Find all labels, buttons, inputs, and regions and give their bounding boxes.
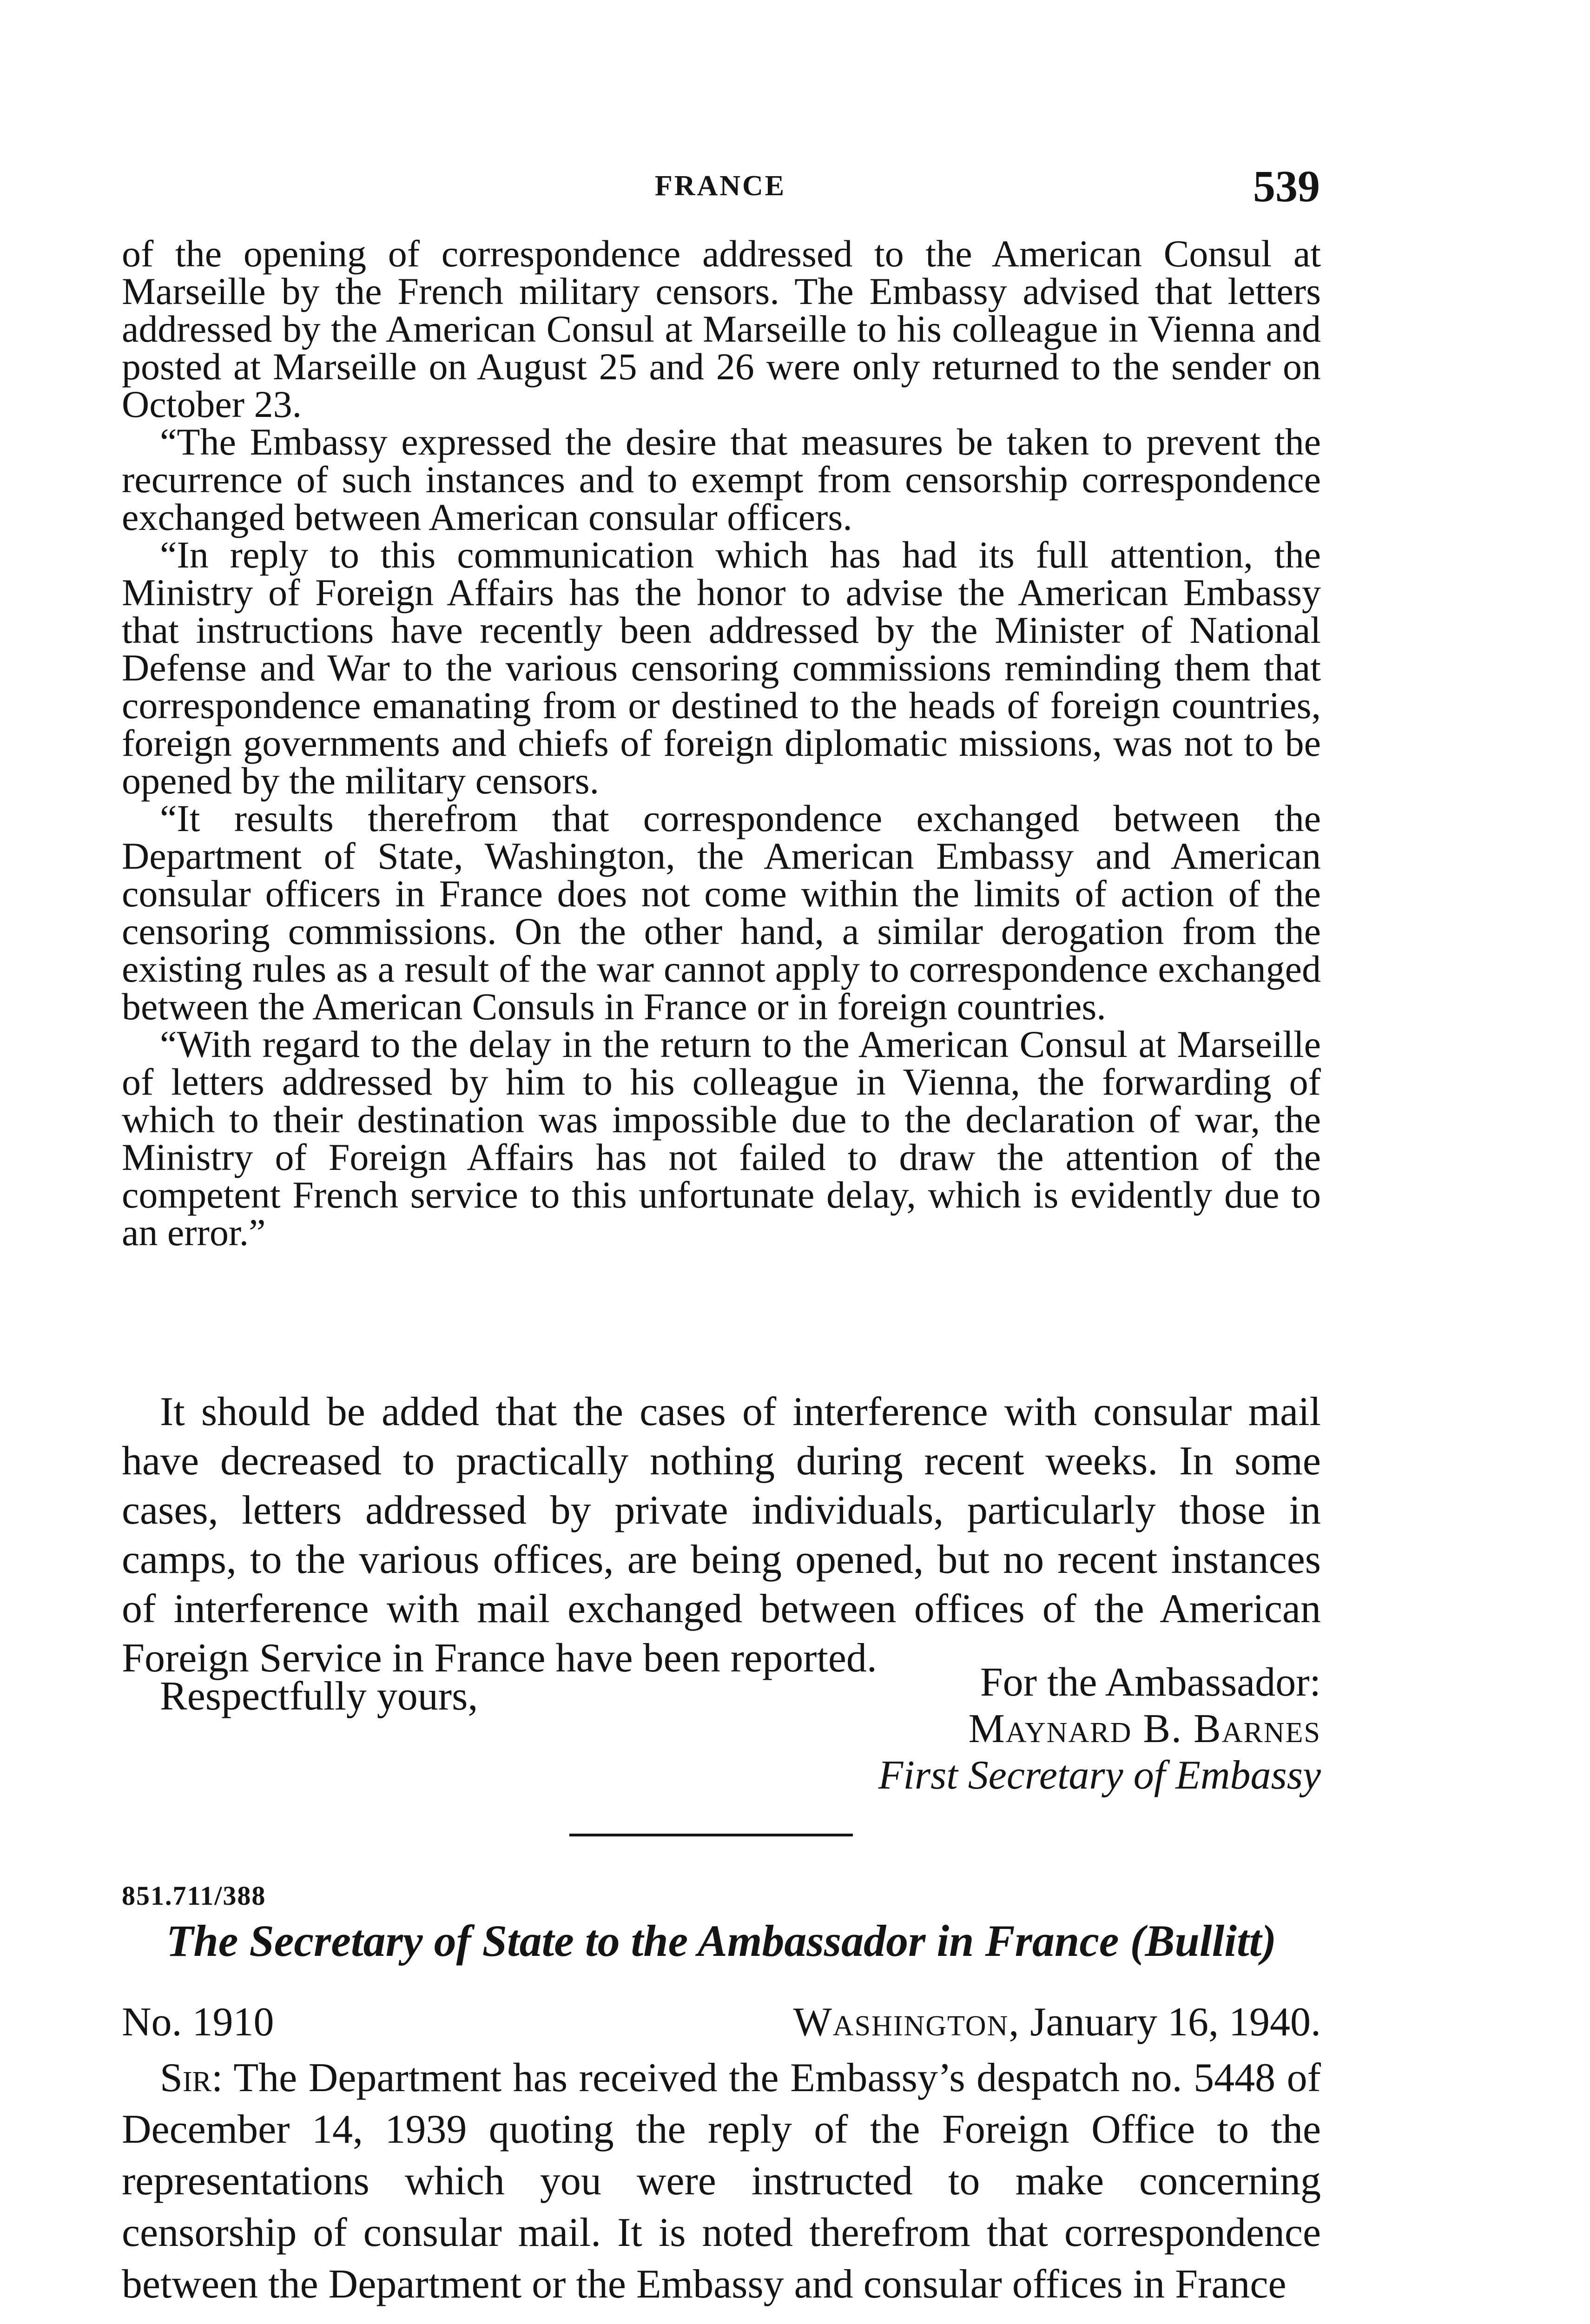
quoted-note <box>122 232 1321 1254</box>
running-title: FRANCE <box>654 170 786 202</box>
letter-paragraph <box>122 2052 1321 2310</box>
salutation: Sir: <box>160 2055 223 2100</box>
dateline-date: January 16, 1940. <box>1030 2000 1321 2045</box>
quoted-paragraph: “With regard to the delay in the return to the American Consul at Marseille of letters addressed by him to his colleague in Vienna, the forwarding of which to their destination was impossible due to the declaration of war, the Ministry of Foreign Affairs has not failed to draw the attention of the competent French service to this unfortunate delay, which is evidently due to an error.” <box>122 1023 1321 1254</box>
quoted-paragraph-continuation: of the opening of correspondence addressed to the American Consul at Marseille by the French military censors. The Embassy advised that letters addressed by the American Consul at Marseille to his colleague in Vienna and posted at Marseille on August 25 and 26 were only returned to the sender on October 23. <box>122 232 1321 425</box>
main-text <box>122 1387 1321 1683</box>
letter-text: The Department has received the Embassy’s despatch no. 5448 of December 14, 1939 quoting the reply of the Foreign Office to the representations which you were instructed to make concerning censorship of consular mail. It is noted therefrom that correspondence between the Department or the Embassy and consular offices in France <box>122 2055 1321 2307</box>
main-paragraph: It should be added that the cases of interference with consular mail have decreased to practically nothing during recent weeks. In some cases, letters addressed by private individuals, particularly those in camps, to the various offices, are being opened, but no recent instances of interference with mail exchanged between offices of the American Foreign Service in France have been reported. <box>122 1389 1321 1681</box>
dateline-place: Washington, <box>793 2000 1020 2045</box>
signature-block <box>878 1659 1321 1799</box>
page-number: 539 <box>1253 161 1320 211</box>
document-dateline <box>122 1999 1321 2050</box>
quoted-paragraph: “It results therefrom that correspondence exchanged between the Department of State, Washington, the American Embassy and American consular officers in France does not come within the limits of action of the censoring commissions. On the other hand, a similar derogation from the existing rules as a result of the war cannot apply to correspondence exchanged between the American Consuls in France or in foreign countries. <box>122 797 1321 1028</box>
letter-body <box>122 2052 1321 2310</box>
letter-closing <box>122 1659 1321 1799</box>
page-header <box>121 160 1320 216</box>
signer-title: First Secretary of Embassy <box>878 1753 1321 1798</box>
quoted-paragraph: “The Embassy expressed the desire that measures be taken to prevent the recurrence of such instances and to exempt from censorship correspondence exchanged between American consular officers. <box>122 421 1321 538</box>
quoted-paragraph: “In reply to this communication which has had its full attention, the Ministry of Foreign Affairs has the honor to advise the American Embassy that instructions have recently been addressed by the Minister of National Defense and War to the various censoring commissions reminding them that correspondence emanating from or destined to the heads of foreign countries, foreign governments and chiefs of foreign diplomatic missions, was not to be opened by the military censors. <box>122 534 1321 802</box>
file-number: 851.711/388 <box>122 1881 266 1911</box>
document-number: No. 1910 <box>122 2000 274 2045</box>
dateline <box>793 1999 1321 2046</box>
valediction: Respectfully yours, <box>160 1674 478 1719</box>
on-behalf-line: For the Ambassador: <box>980 1660 1321 1705</box>
section-divider <box>569 1834 853 1836</box>
document-title: The Secretary of State to the Ambassador in France (Bullitt) <box>166 1916 1277 1966</box>
signer-name: Maynard B. Barnes <box>968 1706 1321 1751</box>
